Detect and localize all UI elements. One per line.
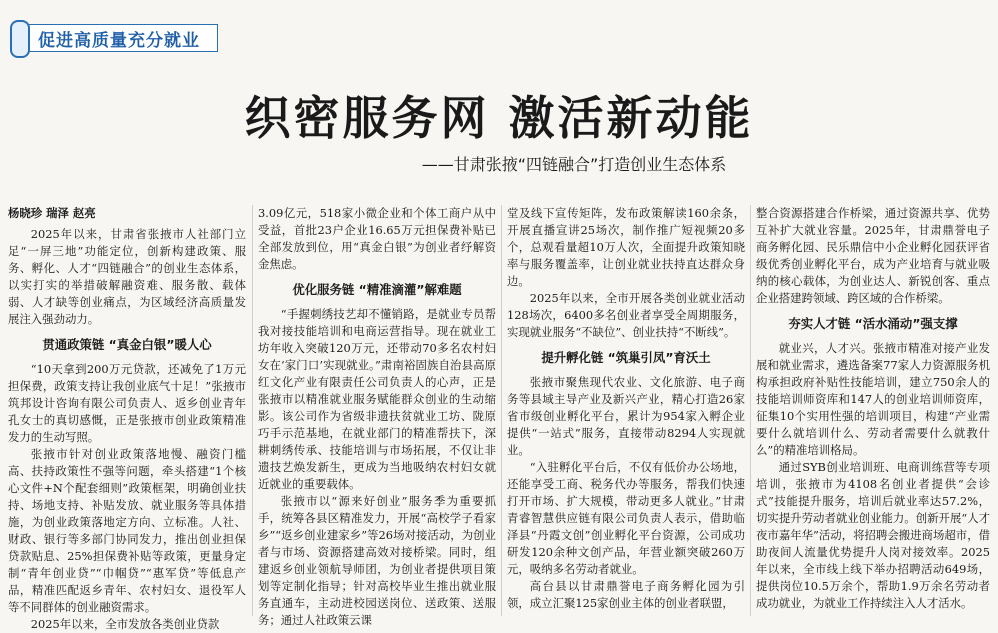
paragraph: 2025年以来，全市开展各类创业就业活动128场次，6400多名创业者享受全周期服务，实现就业服务“不缺位”、创业扶持“不断线”。: [507, 291, 745, 339]
paragraph: 就业兴，人才兴。张掖市精准对接产业发展和就业需求，遴选备案77家人力资源服务机构承担政府补贴性技能培训，建立750余人的技能培训师资库和147人的创业培训师资库，征集10个实用性强的培训项目，构建“产业需要什么就培训什么、劳动者需要什么就教什么”的精准培训格局。: [756, 341, 990, 457]
section-heading: 提升孵化链 “筑巢引凤”育沃土: [541, 350, 711, 365]
article-column-4: [756, 205, 990, 616]
paragraph: 高台县以甘肃鼎誉电子商务孵化园为引领，成立汇聚125家创业主体的创业者联盟，: [507, 579, 745, 610]
paragraph: 通过SYB创业培训班、电商训练营等专项培训，张掖市为4108名创业者提供“会诊式”技能提升服务，培训后就业率达57.2%，切实提升劳动者就业创业能力。创新开展“人才夜市嘉年华”活动，将招聘会搬进商场超市，借助夜间人流量优势提升人岗对接效率。2025年以来，全市线上线下举办招聘活动649场，提供岗位10.5万余个，帮助1.9万余名劳动者成功就业，为就业工作持续注入人才活水。: [756, 460, 990, 610]
section-heading: 优化服务链 “精准滴灌”解难题: [292, 282, 462, 297]
article-column-2: [258, 205, 496, 627]
paragraph: “入驻孵化平台后，不仅有低价办公场地，还能享受工商、税务代办等服务，帮我们快速打开市场、扩大规模，带动更多人就业。”甘肃青睿智慧供应链有限公司负责人表示，借助临泽县“丹霞文创”创业孵化平台资源，公司成功研发120余种文创产品，年营业额突破260万元，吸纳多名劳动者就业。: [507, 460, 745, 576]
paragraph: “10天拿到200万元贷款，还减免了1万元担保费，政策支持让我创业底气十足！”张掖市筑邦设计咨询有限公司负责人、返乡创业青年孔女士的真切感慨，正是张掖市创业政策精准发力的生动写照。: [8, 362, 246, 444]
headline: 织密服务网 激活新动能: [244, 91, 754, 145]
banner-scroll-icon: [10, 20, 30, 58]
article-column-1: [8, 205, 246, 631]
banner-label: 促进高质量充分就业: [38, 31, 200, 51]
paragraph: 张掖市聚焦现代农业、文化旅游、电子商务等县域主导产业及新兴产业，精心打造26家省市级创业孵化平台，累计为954家入孵企业提供“一站式”服务，直接带动8294人实现就业。: [507, 375, 745, 457]
paragraph: 堂及线下宣传矩阵，发布政策解读160余条，开展直播宣讲25场次，制作推广短视频20多个，总观看量超10万人次，全面提升政策知晓率与服务覆盖率，让创业就业扶持直达群众身边。: [507, 206, 745, 288]
paragraph: 3.09亿元，518家小微企业和个体工商户从中受益，首批23户企业16.65万元担保费补贴已全部发放到位，用“真金白银”为创业者纾解资金焦虑。: [258, 206, 496, 271]
column-divider: [501, 205, 502, 616]
paragraph: 张掖市以“源来好创业”服务季为重要抓手，统筹各县区精准发力，开展“高校学子看家乡”“返乡创业建家乡”等26场对接活动，为创业者与市场、资源搭建高效对接桥梁。同时，组建返乡创业领航导师团，为创业者提供项目策划等定制化指导；针对高校毕业生推出就业服务直通车，主动进校园送岗位、送政策、送服务；通过人社政策云课: [258, 494, 496, 627]
paragraph: 张掖市针对创业政策落地慢、融资门槛高、扶持政策性不强等问题，牵头搭建“1个核心文件+N个配套细则”政策框架，明确创业扶持、场地支持、补贴发放、就业服务等具体措施，为创业政策落地定方向、立标准。人社、财政、银行等多部门协同发力，推出创业担保贷款贴息、25%担保费补贴等政策，更量身定制“青年创业贷”“巾帼贷”“惠军贷”等低息产品，精准匹配返乡青年、农村妇女、退役军人等不同群体的创业融资需求。: [8, 447, 246, 614]
paragraph: 2025年以来，甘肃省张掖市人社部门立足“一屏三地”功能定位，创新构建政策、服务、孵化、人才“四链融合”的创业生态体系，以实打实的举措破解融资难、服务散、载体弱、人才缺等创业痛点，为区域经济高质量发展注入强劲动力。: [8, 227, 246, 326]
column-divider: [252, 205, 253, 616]
column-divider: [750, 205, 751, 616]
section-heading: 贯通政策链 “真金白银”暖人心: [42, 337, 212, 352]
paragraph: “手握刺绣技艺却不懂销路，是就业专员帮我对接技能培训和电商运营指导。现在就业工坊年收入突破120万元，还带动70多名农村妇女在‘家门口’实现就业。”肃南裕固族自治县高原红文化产业有限责任公司负责人的心声，正是张掖市以精准就业服务赋能群众创业的生动缩影。该公司作为省级非遗扶贫就业工坊、陇原巧手示范基地，在就业部门的精准帮扶下，深耕刺绣传承、技能培训与市场拓展，不仅让非遗技艺焕发新生，更成为当地吸纳农村妇女就近就业的重要载体。: [258, 307, 496, 491]
byline: 杨晓珍 瑞泽 赵亮: [8, 206, 96, 220]
subheadline: ——甘肃张掖“四链融合”打造创业生态体系: [421, 155, 727, 174]
section-banner: [8, 18, 223, 56]
paragraph: 2025年以来，全市发放各类创业贷款: [30, 617, 220, 631]
section-heading: 夯实人才链 “活水涌动”强支撑: [788, 316, 958, 331]
article-column-3: [507, 205, 745, 616]
paragraph: 整合资源搭建合作桥梁，通过资源共享、优势互补扩大就业容量。2025年，甘肃鼎誉电子商务孵化园、民乐鼎信中小企业孵化园获评省级优秀创业孵化平台，成为产业培育与就业吸纳的核心载体，为创业达人、新锐创客、重点企业搭建跨领域、跨区域的合作桥梁。: [756, 206, 990, 305]
